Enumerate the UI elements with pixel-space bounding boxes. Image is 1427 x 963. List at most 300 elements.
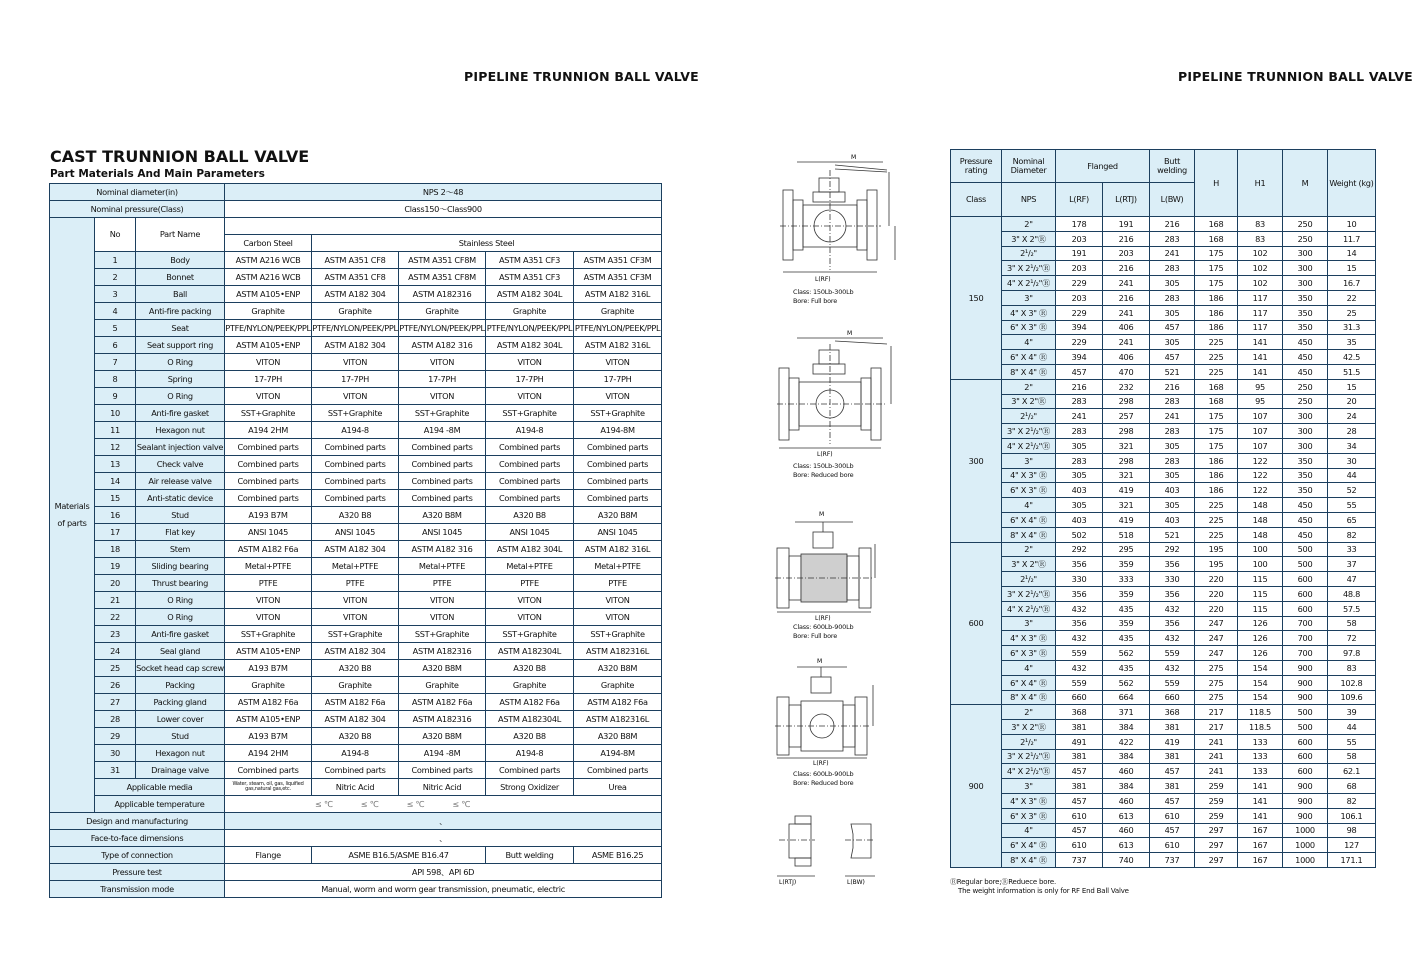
value-cell: 457: [1150, 823, 1195, 838]
connection-butt-standard: ASME B16.25: [574, 847, 662, 864]
nps-cell: 6" X 4" Ⓡ: [1002, 512, 1056, 527]
part-name: Seat: [136, 320, 225, 337]
temperature-value: ≤ ℃: [360, 798, 379, 809]
value-cell: 82: [1328, 794, 1376, 809]
material-cell: ASTM A216 WCB: [225, 269, 312, 286]
table-row: [50, 320, 662, 337]
part-no: 14: [95, 473, 136, 490]
value-cell: 95: [1238, 394, 1283, 409]
value-cell: 432: [1056, 601, 1103, 616]
table-row: [951, 512, 1376, 527]
value-cell: 216: [1103, 231, 1150, 246]
value-cell: 168: [1195, 379, 1238, 394]
value-cell: 450: [1283, 364, 1328, 379]
material-cell: ASTM A351 CF8M: [399, 269, 486, 286]
valve-drawing-reduced-bore-600: [775, 655, 885, 770]
nps-cell: 2": [1002, 542, 1056, 557]
material-cell: VITON: [574, 592, 662, 609]
h1-header: H1: [1238, 150, 1283, 217]
materials-table: [49, 183, 662, 898]
part-name: Thrust bearing: [136, 575, 225, 592]
value-cell: 275: [1195, 690, 1238, 705]
temperature-value: ≤ ℃: [315, 798, 333, 809]
part-no: 29: [95, 728, 136, 745]
dim-lrf-label: L(RF): [813, 760, 829, 767]
material-cell: A194-8: [312, 422, 399, 439]
value-cell: 521: [1150, 364, 1195, 379]
value-cell: 133: [1238, 764, 1283, 779]
value-cell: 217: [1195, 720, 1238, 735]
part-name: Stud: [136, 728, 225, 745]
value-cell: 298: [1103, 424, 1150, 439]
nps-cell: 2": [1002, 379, 1056, 394]
material-cell: 17-7PH: [486, 371, 574, 388]
drawing-caption: [793, 462, 854, 480]
nps-cell: 2¹/₂": [1002, 246, 1056, 261]
material-cell: A320 B8M: [574, 507, 662, 524]
material-cell: Graphite: [574, 303, 662, 320]
value-cell: 450: [1283, 498, 1328, 513]
material-cell: ASTM A182 316: [399, 337, 486, 354]
value-cell: 737: [1150, 853, 1195, 868]
nps-cell: 8" X 4" Ⓡ: [1002, 527, 1056, 542]
value-cell: 283: [1150, 290, 1195, 305]
table-row: [951, 394, 1376, 409]
nps-cell: 3" X 2"Ⓡ: [1002, 720, 1056, 735]
applicable-media-value: Water, steam, oil, gas, liquified gas,natural gas,etc.: [225, 779, 312, 796]
nps-cell: 8" X 4" Ⓡ: [1002, 853, 1056, 868]
value-cell: 216: [1056, 379, 1103, 394]
m-header: M: [1283, 150, 1328, 217]
value-cell: 95: [1238, 379, 1283, 394]
value-cell: 1000: [1283, 838, 1328, 853]
value-cell: 283: [1056, 424, 1103, 439]
header-row: [50, 218, 662, 235]
value-cell: 610: [1056, 838, 1103, 853]
value-cell: 900: [1283, 675, 1328, 690]
value-cell: 403: [1150, 512, 1195, 527]
value-cell: 126: [1238, 646, 1283, 661]
material-cell: PTFE/NYLON/PEEK/PPL: [312, 320, 399, 337]
value-cell: 457: [1056, 823, 1103, 838]
nps-cell: 3": [1002, 616, 1056, 631]
value-cell: 305: [1150, 468, 1195, 483]
table-row: [50, 490, 662, 507]
value-cell: 141: [1238, 808, 1283, 823]
value-cell: 297: [1195, 823, 1238, 838]
value-cell: 107: [1238, 424, 1283, 439]
material-cell: Combined parts: [399, 439, 486, 456]
drawing-bore: Bore: Full bore: [793, 297, 838, 305]
value-cell: 356: [1056, 616, 1103, 631]
material-cell: A320 B8: [312, 507, 399, 524]
value-cell: 186: [1195, 468, 1238, 483]
value-cell: 450: [1283, 350, 1328, 365]
value-cell: 300: [1283, 246, 1328, 261]
value-cell: 435: [1103, 631, 1150, 646]
material-cell: Combined parts: [399, 473, 486, 490]
nps-cell: 6" X 3" Ⓡ: [1002, 483, 1056, 498]
part-no: 2: [95, 269, 136, 286]
value-cell: 457: [1056, 794, 1103, 809]
value-cell: 168: [1195, 394, 1238, 409]
value-cell: 305: [1056, 468, 1103, 483]
value-cell: 51.5: [1328, 364, 1376, 379]
material-cell: PTFE: [486, 575, 574, 592]
value-cell: 191: [1056, 246, 1103, 261]
table-row: [50, 609, 662, 626]
value-cell: 25: [1328, 305, 1376, 320]
drawing-caption: [793, 770, 854, 788]
value-cell: 283: [1056, 453, 1103, 468]
value-cell: 175: [1195, 409, 1238, 424]
value-cell: 740: [1103, 853, 1150, 868]
value-cell: 148: [1238, 512, 1283, 527]
value-cell: 195: [1195, 542, 1238, 557]
value-cell: 330: [1150, 572, 1195, 587]
nominal-pressure-value: Class150〜Class900: [225, 201, 662, 218]
design-manufacturing-row: [50, 813, 662, 830]
value-cell: 460: [1103, 794, 1150, 809]
table-row: [951, 276, 1376, 291]
temperature-value: ≤ ℃: [452, 798, 471, 809]
material-cell: A320 B8M: [399, 507, 486, 524]
material-cell: A320 B8: [486, 660, 574, 677]
material-cell: Combined parts: [574, 473, 662, 490]
value-cell: 106.1: [1328, 808, 1376, 823]
value-cell: 737: [1056, 853, 1103, 868]
nps-cell: 3" X 2¹/₂"Ⓡ: [1002, 261, 1056, 276]
nps-cell: 8" X 4" Ⓡ: [1002, 690, 1056, 705]
value-cell: 44: [1328, 468, 1376, 483]
material-cell: ASTM A351 CF3M: [574, 252, 662, 269]
value-cell: 562: [1103, 646, 1150, 661]
connection-flange: Flange: [225, 847, 312, 864]
nps-cell: 3" X 2¹/₂"Ⓡ: [1002, 749, 1056, 764]
nps-cell: 4" X 2¹/₂"Ⓡ: [1002, 601, 1056, 616]
class-cell: 150: [951, 217, 1002, 380]
part-name: Seat support ring: [136, 337, 225, 354]
valve-drawing-full-bore-600: [775, 508, 885, 623]
value-cell: 350: [1283, 483, 1328, 498]
value-cell: 141: [1238, 335, 1283, 350]
material-cell: Graphite: [486, 677, 574, 694]
value-cell: 195: [1195, 557, 1238, 572]
value-cell: 406: [1103, 350, 1150, 365]
material-cell: ASTM A182 316L: [574, 541, 662, 558]
value-cell: 610: [1150, 808, 1195, 823]
value-cell: 700: [1283, 646, 1328, 661]
material-cell: 17-7PH: [399, 371, 486, 388]
nps-cell: 3" X 2"Ⓡ: [1002, 394, 1056, 409]
table-row: [50, 694, 662, 711]
table-row: [951, 246, 1376, 261]
value-cell: 660: [1150, 690, 1195, 705]
value-cell: 225: [1195, 498, 1238, 513]
material-cell: Combined parts: [574, 439, 662, 456]
value-cell: 305: [1150, 305, 1195, 320]
material-cell: Graphite: [225, 677, 312, 694]
table-row: [50, 541, 662, 558]
nps-cell: 3" X 2"Ⓡ: [1002, 557, 1056, 572]
applicable-media-value: Urea: [574, 779, 662, 796]
material-cell: Metal+PTFE: [486, 558, 574, 575]
value-cell: 559: [1056, 675, 1103, 690]
part-name: Bonnet: [136, 269, 225, 286]
value-cell: 1000: [1283, 853, 1328, 868]
value-cell: 186: [1195, 290, 1238, 305]
part-name: Anti-fire gasket: [136, 405, 225, 422]
value-cell: 321: [1103, 468, 1150, 483]
value-cell: 117: [1238, 320, 1283, 335]
value-cell: 559: [1150, 675, 1195, 690]
nps-cell: 6" X 4" Ⓡ: [1002, 838, 1056, 853]
material-cell: Combined parts: [486, 456, 574, 473]
value-cell: 58: [1328, 749, 1376, 764]
value-cell: 559: [1056, 646, 1103, 661]
value-cell: 900: [1283, 690, 1328, 705]
value-cell: 300: [1283, 424, 1328, 439]
material-cell: Graphite: [225, 303, 312, 320]
value-cell: 148: [1238, 527, 1283, 542]
material-cell: PTFE/NYLON/PEEK/PPL: [399, 320, 486, 337]
value-cell: 52: [1328, 483, 1376, 498]
value-cell: 247: [1195, 631, 1238, 646]
value-cell: 232: [1103, 379, 1150, 394]
value-cell: 186: [1195, 320, 1238, 335]
nps-cell: 4" X 2¹/₂"Ⓡ: [1002, 438, 1056, 453]
value-cell: 700: [1283, 616, 1328, 631]
material-cell: VITON: [225, 592, 312, 609]
material-cell: SST+Graphite: [574, 405, 662, 422]
value-cell: 295: [1103, 542, 1150, 557]
value-cell: 422: [1103, 734, 1150, 749]
material-header-spacer: [225, 218, 662, 235]
material-cell: VITON: [486, 592, 574, 609]
material-cell: VITON: [399, 354, 486, 371]
value-cell: 381: [1150, 720, 1195, 735]
value-cell: 359: [1103, 586, 1150, 601]
table-row: [951, 690, 1376, 705]
dim-lrf-label: L(RF): [815, 615, 831, 622]
material-cell: ASTM A182316: [399, 711, 486, 728]
part-no: 28: [95, 711, 136, 728]
drawing-caption: [793, 288, 853, 306]
value-cell: 521: [1150, 527, 1195, 542]
value-cell: 122: [1238, 468, 1283, 483]
drawing-bore: Bore: Reduced bore: [793, 471, 854, 479]
value-cell: 368: [1150, 705, 1195, 720]
material-cell: SST+Graphite: [574, 626, 662, 643]
part-name: Body: [136, 252, 225, 269]
part-no: 23: [95, 626, 136, 643]
value-cell: 435: [1103, 601, 1150, 616]
value-cell: 457: [1056, 364, 1103, 379]
stainless-steel-header: Stainless Steel: [312, 235, 662, 252]
material-cell: 17-7PH: [574, 371, 662, 388]
table-row: [951, 350, 1376, 365]
value-cell: 381: [1056, 779, 1103, 794]
value-cell: 216: [1103, 261, 1150, 276]
value-cell: 283: [1056, 394, 1103, 409]
connection-flange-standard: ASME B16.5/ASME B16.47: [312, 847, 486, 864]
table-row: [50, 388, 662, 405]
material-cell: VITON: [312, 592, 399, 609]
value-cell: 356: [1150, 586, 1195, 601]
material-cell: ASTM A105•ENP: [225, 643, 312, 660]
part-no: 21: [95, 592, 136, 609]
material-cell: Combined parts: [574, 456, 662, 473]
connection-butt-welding: Butt welding: [486, 847, 574, 864]
material-cell: ASTM A351 CF8M: [399, 252, 486, 269]
table-row: [50, 439, 662, 456]
value-cell: 203: [1056, 261, 1103, 276]
drawing-bore: Bore: Full bore: [793, 632, 838, 640]
table-row: [50, 745, 662, 762]
value-cell: 660: [1056, 690, 1103, 705]
table-row: [951, 808, 1376, 823]
value-cell: 600: [1283, 764, 1328, 779]
value-cell: 118.5: [1238, 720, 1283, 735]
value-cell: 518: [1103, 527, 1150, 542]
part-name: Packing gland: [136, 694, 225, 711]
material-cell: A194 2HM: [225, 422, 312, 439]
value-cell: 14: [1328, 246, 1376, 261]
material-cell: SST+Graphite: [486, 626, 574, 643]
table-row: [951, 409, 1376, 424]
applicable-media-row: [50, 779, 662, 796]
value-cell: 82: [1328, 527, 1376, 542]
material-cell: A194-8: [312, 745, 399, 762]
value-cell: 241: [1103, 276, 1150, 291]
material-cell: SST+Graphite: [399, 405, 486, 422]
table-row: [951, 601, 1376, 616]
value-cell: 292: [1150, 542, 1195, 557]
value-cell: 20: [1328, 394, 1376, 409]
table-row: [951, 335, 1376, 350]
value-cell: 350: [1283, 320, 1328, 335]
material-cell: SST+Graphite: [312, 405, 399, 422]
material-cell: ASTM A182316: [399, 643, 486, 660]
value-cell: 305: [1150, 498, 1195, 513]
class-cell: 600: [951, 542, 1002, 705]
value-cell: 175: [1195, 276, 1238, 291]
value-cell: 141: [1238, 350, 1283, 365]
nominal-diameter-label: Nominal diameter(in): [50, 184, 225, 201]
table-row: [951, 853, 1376, 868]
value-cell: 216: [1103, 290, 1150, 305]
material-cell: ASTM A182 304L: [486, 337, 574, 354]
material-cell: A320 B8: [312, 660, 399, 677]
value-cell: 381: [1150, 749, 1195, 764]
material-cell: ASTM A182 F6a: [312, 694, 399, 711]
part-no: 8: [95, 371, 136, 388]
material-cell: Combined parts: [312, 762, 399, 779]
table-row: [50, 456, 662, 473]
dim-lrtj-label: L(RTJ): [779, 879, 797, 886]
material-cell: Graphite: [486, 303, 574, 320]
value-cell: 141: [1238, 794, 1283, 809]
value-cell: 83: [1238, 231, 1283, 246]
value-cell: 450: [1283, 335, 1328, 350]
value-cell: 321: [1103, 438, 1150, 453]
material-cell: ASTM A182316L: [574, 711, 662, 728]
value-cell: 283: [1150, 231, 1195, 246]
material-cell: Combined parts: [312, 490, 399, 507]
material-cell: Combined parts: [574, 490, 662, 507]
material-cell: VITON: [486, 388, 574, 405]
material-cell: A320 B8M: [574, 728, 662, 745]
value-cell: 107: [1238, 409, 1283, 424]
value-cell: 613: [1103, 808, 1150, 823]
material-cell: VITON: [312, 388, 399, 405]
nps-cell: 4" X 2¹/₂"Ⓡ: [1002, 764, 1056, 779]
value-cell: 381: [1056, 720, 1103, 735]
value-cell: 229: [1056, 335, 1103, 350]
material-cell: ANSI 1045: [574, 524, 662, 541]
material-cell: ASTM A216 WCB: [225, 252, 312, 269]
material-cell: A320 B8M: [399, 660, 486, 677]
nominal-pressure-label: Nominal pressure(Class): [50, 201, 225, 218]
material-cell: ASTM A182 F6a: [399, 694, 486, 711]
material-cell: SST+Graphite: [312, 626, 399, 643]
material-cell: VITON: [312, 609, 399, 626]
material-cell: 17-7PH: [312, 371, 399, 388]
material-cell: A194-8M: [574, 422, 662, 439]
valve-drawing-full-bore-150: [775, 150, 905, 290]
material-cell: A193 B7M: [225, 728, 312, 745]
value-cell: 381: [1056, 749, 1103, 764]
table-row: [50, 507, 662, 524]
value-cell: 305: [1056, 438, 1103, 453]
value-cell: 175: [1195, 438, 1238, 453]
value-cell: 305: [1150, 335, 1195, 350]
value-cell: 83: [1328, 660, 1376, 675]
material-cell: VITON: [225, 609, 312, 626]
table-row: [951, 379, 1376, 394]
pressure-test-value: API 598、API 6D: [225, 864, 662, 881]
part-name: Lower cover: [136, 711, 225, 728]
value-cell: 259: [1195, 794, 1238, 809]
part-no: 7: [95, 354, 136, 371]
value-cell: 292: [1056, 542, 1103, 557]
class-cell: 900: [951, 705, 1002, 868]
value-cell: 133: [1238, 749, 1283, 764]
value-cell: 191: [1103, 217, 1150, 232]
drawing-class: Class: 150Lb-300Lb: [793, 288, 854, 296]
dim-lbw-label: L(BW): [847, 879, 865, 886]
lrtj-header: L(RTJ): [1103, 183, 1150, 217]
value-cell: 432: [1056, 631, 1103, 646]
value-cell: 203: [1103, 246, 1150, 261]
table-row: [951, 424, 1376, 439]
material-cell: SST+Graphite: [225, 405, 312, 422]
value-cell: 300: [1283, 438, 1328, 453]
part-no: 26: [95, 677, 136, 694]
value-cell: 58: [1328, 616, 1376, 631]
nominal-diameter-value: NPS 2〜48: [225, 184, 662, 201]
transmission-mode-label: Transmission mode: [50, 881, 225, 898]
value-cell: 15: [1328, 379, 1376, 394]
value-cell: 37: [1328, 557, 1376, 572]
value-cell: 502: [1056, 527, 1103, 542]
value-cell: 419: [1150, 734, 1195, 749]
applicable-media-value: Strong Oxidizer: [486, 779, 574, 796]
value-cell: 419: [1103, 512, 1150, 527]
table-row: [50, 711, 662, 728]
part-no: 6: [95, 337, 136, 354]
material-cell: Metal+PTFE: [574, 558, 662, 575]
